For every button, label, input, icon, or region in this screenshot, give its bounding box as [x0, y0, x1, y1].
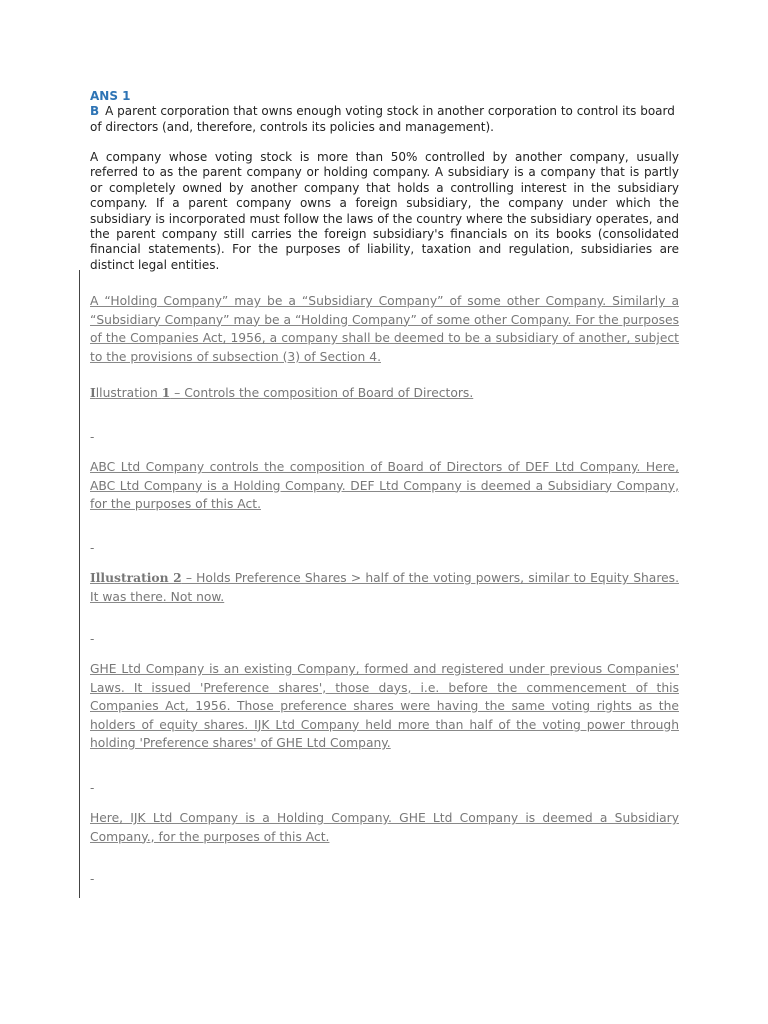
- separator-dash: -: [90, 872, 95, 886]
- ghe-paragraph: GHE Ltd Company is an existing Company, formed and registered under previous Companies' Laws. It issued 'Preference shares', those days, i.e. before the commencement of this Companies Act, 1956. Those preference shares were having the same voting rights as the holders of equity shares. IJK Ltd Company held more than half of the voting power through holding 'Preference shares' of GHE Ltd Company.: [90, 662, 679, 750]
- illustration-2: [90, 569, 679, 606]
- separator-dash: -: [90, 632, 95, 646]
- quote-intro: A “Holding Company” may be a “Subsidiary Company” of some other Company. Similarly a “Subsidiary Company” may be a “Holding Company” of some other Company. For the purposes of the Companies Act, 1956, a company shall be deemed to be a subsidiary of another, subject to the provisions of subsection (3) of Section 4.: [90, 294, 679, 364]
- main-paragraph: A company whose voting stock is more than 50% controlled by another company, usually referred to as the parent company or holding company. A subsidiary is a company that is partly or completely owned by another company that holds a controlling interest in the subsidiary company. If a parent company owns a foreign subsidiary, the company under which the subsidiary is incorporated must follow the laws of the country where the subsidiary operates, and the parent company still carries the foreign subsidiary's financials on its books (consolidated financial statements). For the purposes of liability, taxation and regulation, subsidiaries are distinct legal entities.: [90, 150, 679, 272]
- illustration-2-label: Illustration 2: [90, 570, 182, 585]
- illustration-1-label: llustration: [95, 386, 162, 400]
- separator-dash: -: [90, 781, 95, 795]
- answer-heading: ANS 1: [90, 89, 131, 103]
- illustration-1-initial: I: [90, 385, 96, 400]
- illustration-1-text: – Controls the composition of Board of Directors.: [170, 386, 474, 400]
- illustration-2-text: – Holds Preference Shares > half of the voting powers, similar to Equity Shares. It was there. Not now.: [90, 571, 679, 604]
- ijk-paragraph: Here, IJK Ltd Company is a Holding Company. GHE Ltd Company is deemed a Subsidiary Company., for the purposes of this Act.: [90, 811, 679, 844]
- illustration-1-number: 1: [161, 385, 171, 400]
- separator-dash: -: [90, 541, 95, 555]
- answer-option-text: A parent corporation that owns enough voting stock in another corporation to control its board of directors (and, therefore, controls its policies and management).: [90, 104, 675, 134]
- quote-left-bar: [79, 270, 80, 898]
- illustration-1: [90, 384, 679, 403]
- answer-option-letter: B: [90, 104, 100, 118]
- abc-paragraph: ABC Ltd Company controls the composition of Board of Directors of DEF Ltd Company. Here, ABC Ltd Company is a Holding Company. DEF Ltd Company is deemed a Subsidiary Company, for the purposes of this Act.: [90, 460, 679, 511]
- separator-dash: -: [90, 430, 95, 444]
- answer-option: [90, 104, 679, 135]
